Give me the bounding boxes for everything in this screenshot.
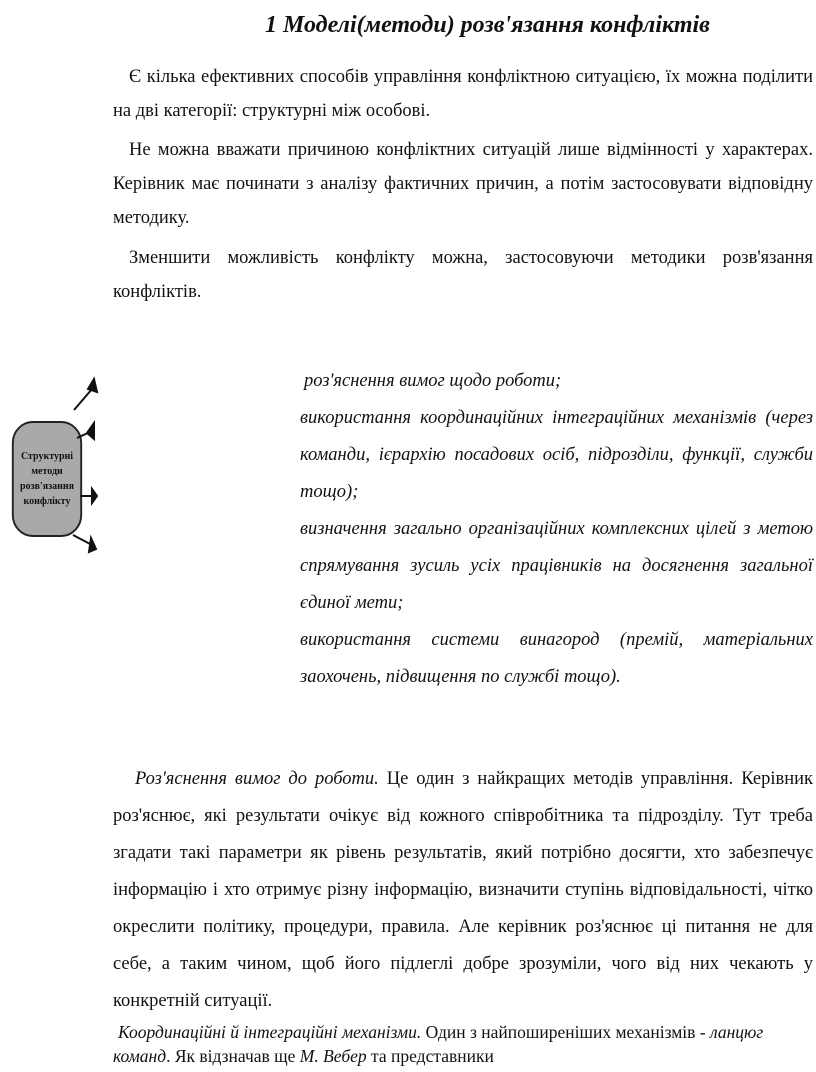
- paragraph-requirements: [113, 761, 813, 1020]
- arrow-icon: [89, 538, 96, 552]
- list-item: визначення загально організаційних комплексних цілей з метою спрямування зусиль усіх працівників на досягнення загальної єдиної мети;: [300, 519, 813, 613]
- paragraph-reduce: Зменшити можливість конфлікту можна, застосовуючи методики розв'язання конфліктів.: [113, 248, 813, 302]
- paragraph-causes: Не можна вважати причиною конфліктних ситуацій лише відмінності у характерах. Керівник має починати з аналізу фактичних причин, а потім застосовувати відповідну методику.: [113, 140, 813, 228]
- diagram-box: Структурні методи розв'язання конфлікту: [12, 421, 82, 537]
- text: ланцюг команд: [113, 1022, 764, 1066]
- paragraph-lead: Роз'яснення вимог до роботи.: [135, 769, 379, 789]
- paragraph-coordination: [113, 1020, 816, 1068]
- page-title: 1 Моделі(методи) розв'язання конфліктів: [265, 12, 710, 38]
- text: Один з найпоширеніших механізмів -: [421, 1022, 711, 1042]
- arrow-icon: [73, 535, 92, 545]
- list-item: роз'яснення вимог щодо роботи;: [304, 371, 562, 391]
- methods-list: [300, 363, 813, 696]
- list-item: використання системи винагород (премій, матеріальних заохочень, підвищення по службі тощо).: [300, 630, 813, 687]
- arrow-icon: [92, 489, 97, 503]
- diagram-arrows: [70, 375, 100, 560]
- arrow-icon: [87, 423, 94, 439]
- paragraph-text: Це один з найкращих методів управління. Керівник роз'яснює, які результати очікує від кожного співробітника та підрозділу. Тут треба згадати такі параметри як рівень результатів, який потрібно досягти, хто забезпечує інформацію і хто отримує різну інформацію, визначити ступінь відповідальності, чітко окреслити політику, процедури, правила. Але керівник роз'яснює ці питання не для себе, а таким чином, щоб його підлеглі добре зрозуміли, чого від них чекають у конкретній ситуації.: [113, 769, 813, 1011]
- list-item: використання координаційних інтеграційних механізмів (через команди, ієрархію посадових осіб, підрозділи, функції, служби тощо);: [300, 408, 813, 502]
- arrow-icon: [88, 379, 97, 392]
- text: . Як відзначав ще: [166, 1046, 300, 1066]
- arrow-icon: [74, 389, 92, 410]
- paragraph-intro: Є кілька ефективних способів управління конфліктною ситуацією, їх можна поділити на дві категорії: структурні між особові.: [113, 67, 813, 121]
- text: та представники: [366, 1046, 494, 1066]
- paragraph-lead: Координаційні й інтеграційні механізми.: [118, 1022, 422, 1042]
- text: М. Вебер: [299, 1046, 367, 1066]
